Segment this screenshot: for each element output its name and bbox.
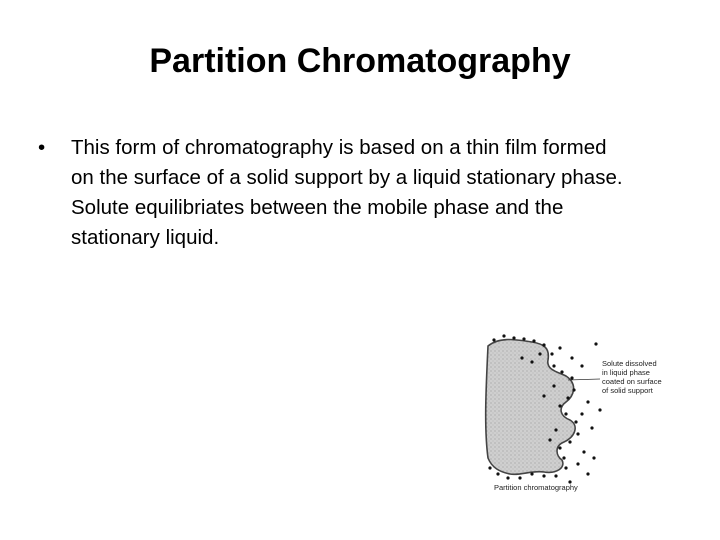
solute-dot	[558, 346, 561, 349]
annotation-line-2: in liquid phase	[602, 368, 650, 377]
annotation-line-3: coated on surface	[602, 377, 662, 386]
partition-chromatography-figure	[470, 318, 710, 498]
bullet-text: This form of chromatography is based on a thin film formed on the surface of a solid support by a liquid stationary phase. Solute equilibriates between the mobile phase and the stationary liquid.	[71, 136, 623, 249]
solute-dot	[598, 408, 601, 411]
solute-dot	[542, 343, 545, 346]
solute-dot	[562, 456, 565, 459]
solute-dot	[506, 476, 509, 479]
figure-caption: Partition chromatography	[494, 483, 578, 492]
solute-dot	[552, 364, 555, 367]
solute-dot	[552, 384, 555, 387]
solute-dot	[502, 334, 505, 337]
solute-dot	[488, 466, 491, 469]
figure-illustration	[470, 318, 710, 498]
solute-dot	[496, 472, 499, 475]
solid-support-shape	[486, 340, 575, 475]
solute-dot	[568, 440, 571, 443]
solute-dot	[542, 474, 545, 477]
solute-dot	[532, 339, 535, 342]
solute-dot	[564, 412, 567, 415]
solute-dot	[538, 352, 541, 355]
solute-dot	[580, 364, 583, 367]
solute-dot	[594, 342, 597, 345]
bullet-item	[38, 133, 628, 253]
annotation-line-4: of solid support	[602, 386, 653, 395]
solute-dot	[530, 472, 533, 475]
solute-dot	[550, 352, 553, 355]
solute-dot	[530, 360, 533, 363]
annotation-line-1: Solute dissolved	[602, 359, 657, 368]
solute-dot	[576, 462, 579, 465]
solute-dot	[522, 337, 525, 340]
solute-dot	[572, 388, 575, 391]
solute-dot	[558, 446, 561, 449]
solute-dot	[592, 456, 595, 459]
solute-dot	[542, 394, 545, 397]
solute-dot	[558, 404, 561, 407]
solute-dot	[582, 450, 585, 453]
bullet-dot: •	[38, 136, 46, 159]
solute-dot	[586, 400, 589, 403]
solute-dot	[590, 426, 593, 429]
solute-dot	[554, 428, 557, 431]
solute-dot	[586, 472, 589, 475]
solute-dot	[564, 466, 567, 469]
solute-dot	[560, 370, 563, 373]
solute-dot	[554, 474, 557, 477]
solute-dot	[492, 338, 495, 341]
solute-dot	[566, 396, 569, 399]
solute-dot	[576, 432, 579, 435]
solute-dot	[580, 412, 583, 415]
solute-dot	[570, 376, 573, 379]
solute-dot	[512, 336, 515, 339]
slide-title: Partition Chromatography	[149, 42, 571, 80]
solute-dot	[574, 420, 577, 423]
solute-dot	[520, 356, 523, 359]
solute-dot	[548, 438, 551, 441]
solute-dot	[570, 356, 573, 359]
solute-dot	[518, 476, 521, 479]
